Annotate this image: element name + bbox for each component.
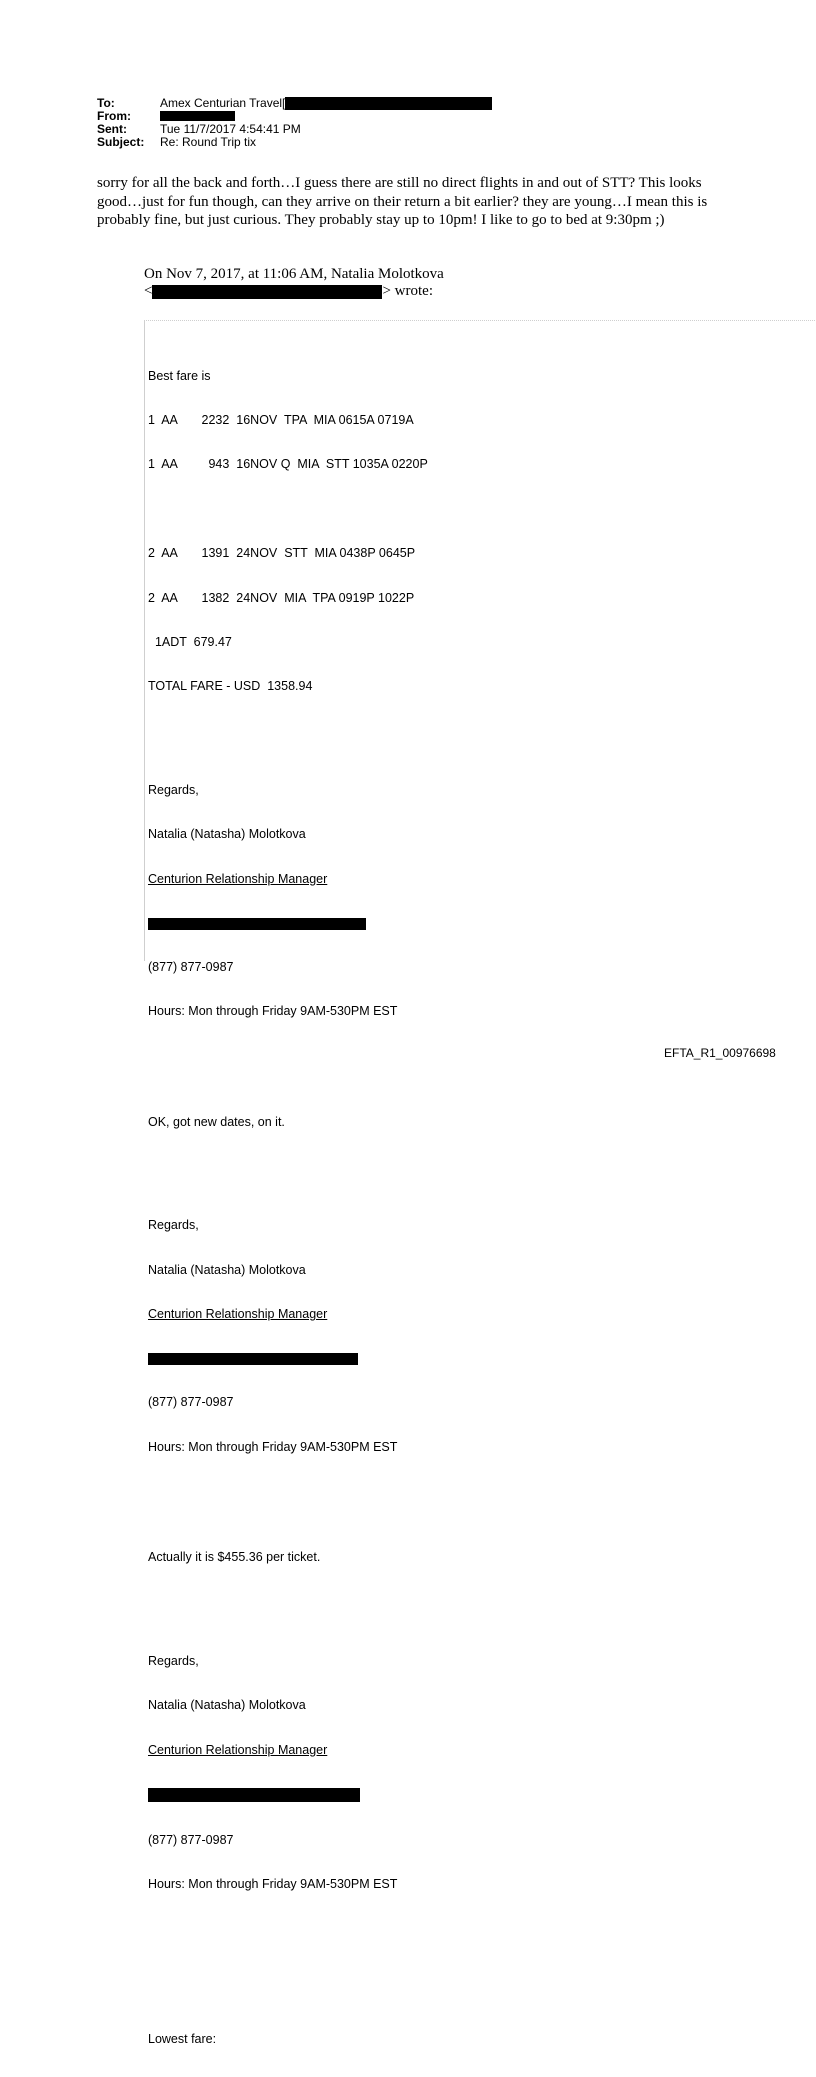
itinerary-line: 2 AA 1382 24NOV MIA TPA 0919P 1022P (148, 590, 415, 605)
redaction-bar (148, 1788, 360, 1802)
redaction-bar (152, 285, 382, 299)
signature-name: Natalia (Natasha) Molotkova (148, 1262, 306, 1277)
quote-email-open: < (144, 283, 153, 299)
best-fare-intro: Best fare is (148, 368, 211, 383)
to-label: To: (97, 96, 115, 110)
sent-label: Sent: (97, 122, 127, 136)
quote-header-line2 (144, 283, 444, 300)
quote-header (144, 266, 444, 300)
itinerary-line: 2 AA 1391 24NOV STT MIA 0438P 0645P (148, 546, 416, 561)
signature-regards: Regards, (148, 1218, 199, 1233)
to-row (97, 97, 492, 110)
signature-hours: Hours: Mon through Friday 9AM-530PM EST (148, 1877, 398, 1892)
subject-value: Re: Round Trip tix (160, 135, 257, 149)
signature-regards: Regards, (148, 782, 199, 797)
signature-name: Natalia (Natasha) Molotkova (148, 827, 306, 842)
subject-row (97, 136, 492, 149)
signature-name: Natalia (Natasha) Molotkova (148, 1698, 306, 1713)
signature-phone: (877) 877-0987 (148, 1832, 234, 1847)
signature-hours: Hours: Mon through Friday 9AM-530PM EST (148, 1439, 398, 1454)
itinerary-line: 1 AA 2232 16NOV TPA MIA 0615A 0719A (148, 412, 414, 427)
document-id: EFTA_R1_00976698 (664, 1046, 776, 1060)
signature-hours: Hours: Mon through Friday 9AM-530PM EST (148, 1004, 398, 1019)
sent-row (97, 123, 492, 136)
to-value: Amex Centurian Travel[ (160, 96, 286, 110)
signature-regards: Regards, (148, 1653, 199, 1668)
redaction-bar (148, 918, 366, 930)
signature-title: Centurion Relationship Manager (148, 1307, 328, 1322)
quoted-content (148, 339, 428, 2077)
message-text: OK, got new dates, on it. (148, 1114, 285, 1129)
signature-title: Centurion Relationship Manager (148, 1742, 328, 1757)
redaction-bar (285, 97, 492, 110)
total-fare: TOTAL FARE - USD 1358.94 (148, 679, 313, 694)
signature-phone: (877) 877-0987 (148, 959, 234, 974)
message-text: Actually it is $455.36 per ticket. (148, 1550, 321, 1565)
from-label: From: (97, 109, 131, 123)
sent-value: Tue 11/7/2017 4:54:41 PM (160, 122, 301, 136)
quote-header-line1: On Nov 7, 2017, at 11:06 AM, Natalia Molotkova (144, 266, 444, 282)
redaction-bar (148, 1353, 358, 1365)
message-text: Lowest fare: (148, 2032, 217, 2047)
itinerary-line: 1 AA 943 16NOV Q MIA STT 1035A 0220P (148, 457, 428, 472)
email-header (97, 97, 492, 149)
email-body: sorry for all the back and forth…I guess there are still no direct flights in and out of STT? This looks good…just for fun though, can they arrive on their return a bit earlier? they are young…I mean this is probably fine, but just curious. They probably stay up to 10pm! I like to go to bed at 9:30pm ;) (97, 175, 708, 228)
signature-phone: (877) 877-0987 (148, 1395, 234, 1410)
signature-title: Centurion Relationship Manager (148, 871, 328, 886)
subject-label: Subject: (97, 135, 145, 149)
quote-wrote: > wrote: (382, 283, 433, 299)
redaction-bar (160, 111, 235, 121)
fare-per-adult: 1ADT 679.47 (148, 634, 232, 649)
